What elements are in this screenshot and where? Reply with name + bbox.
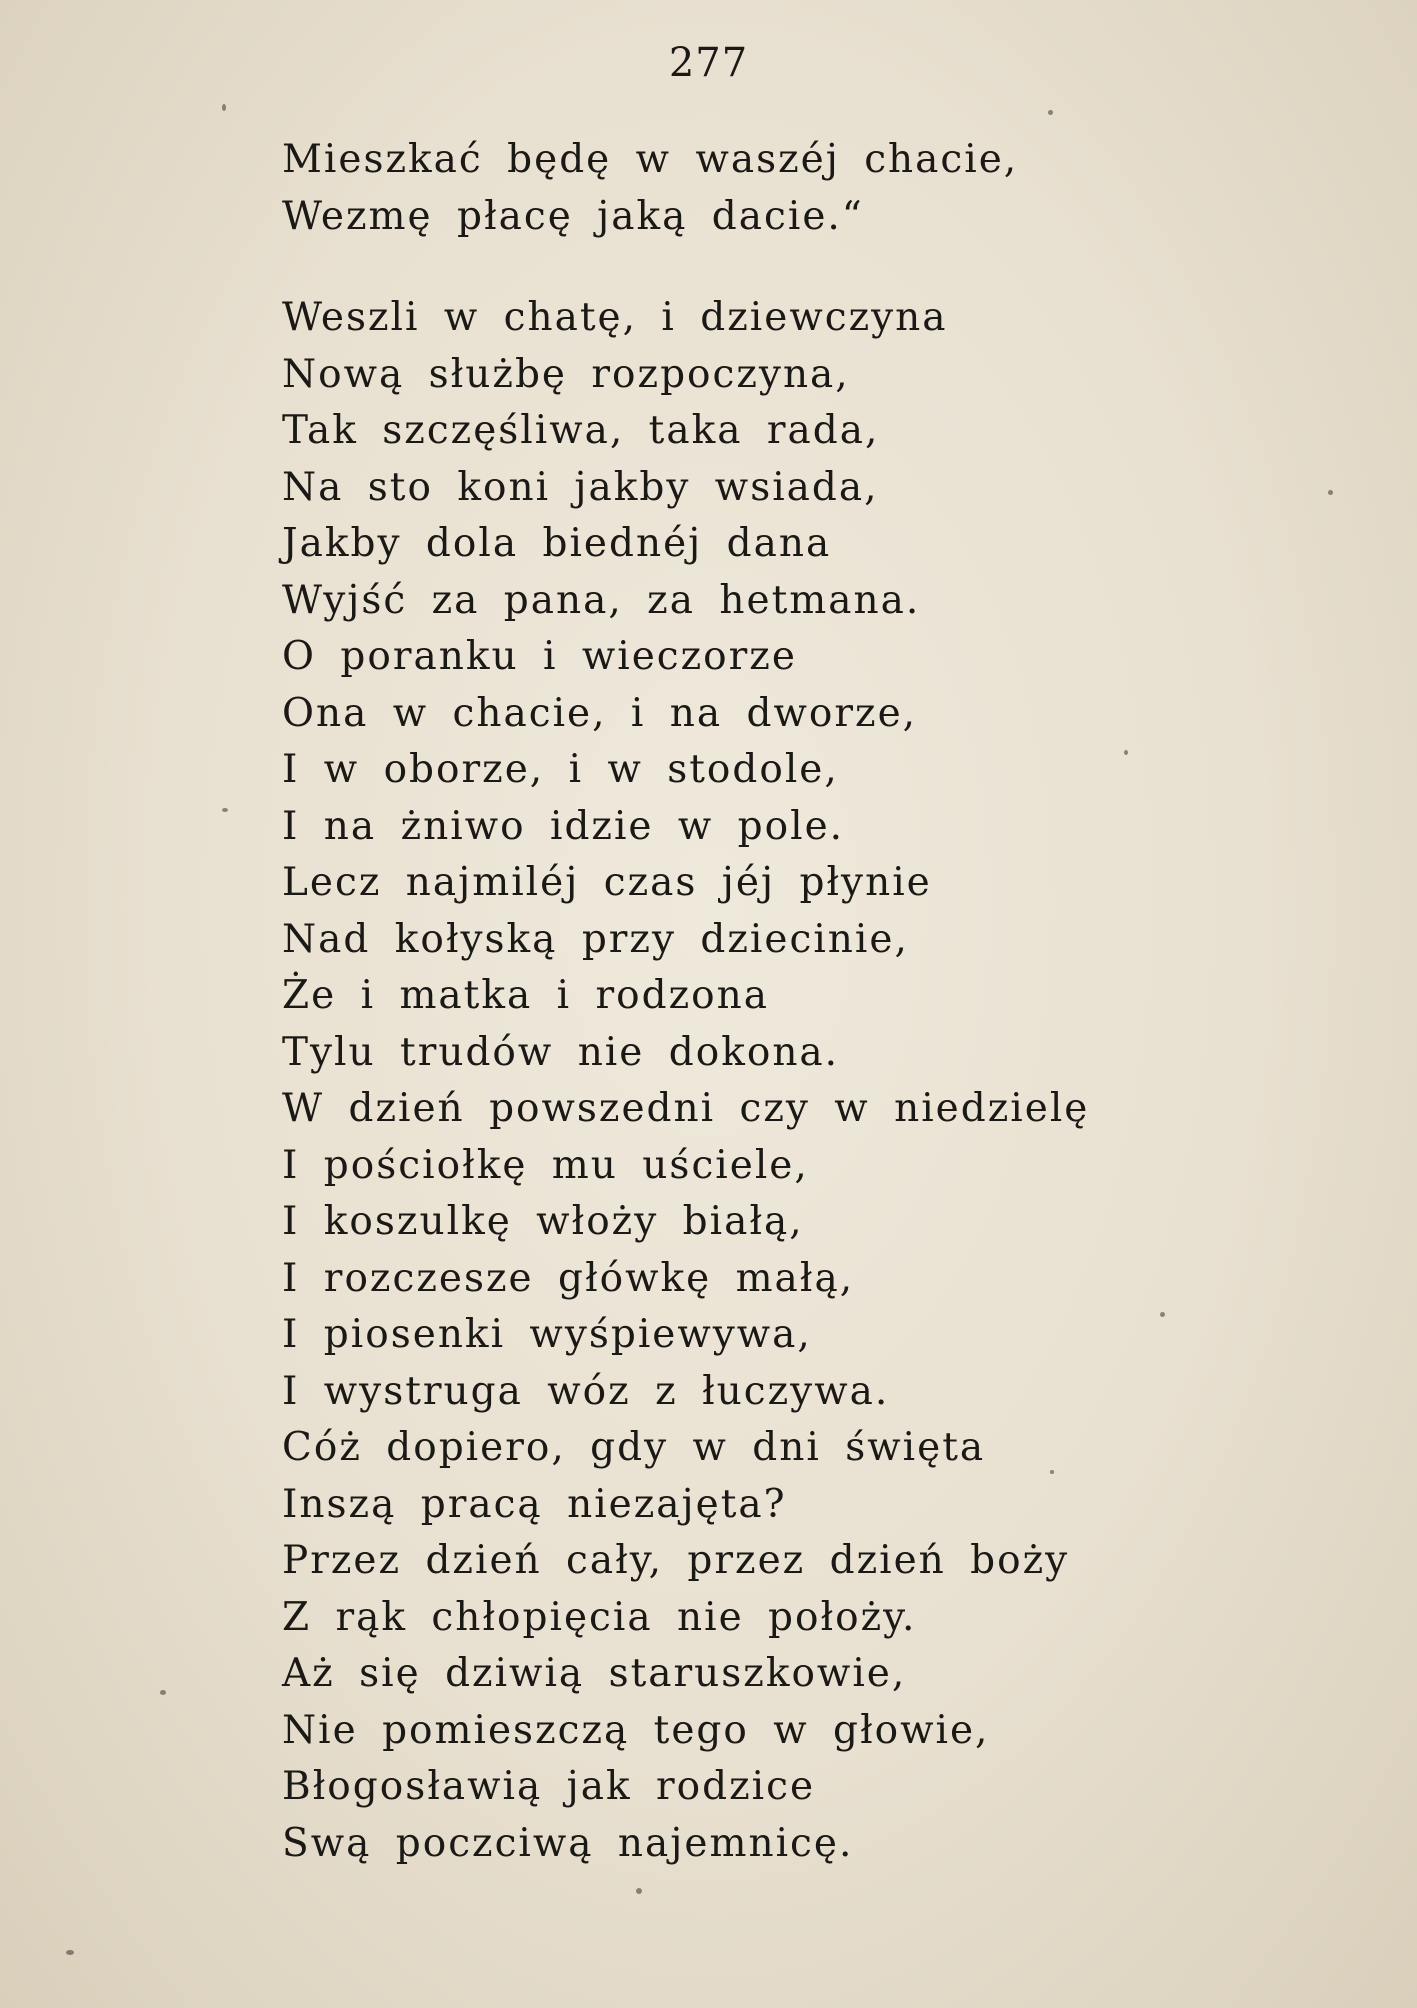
verse-line: Jakby dola biednéj dana bbox=[282, 521, 832, 566]
verse-line: I wystruga wóz z łuczywa. bbox=[282, 1368, 890, 1414]
verse-line: I piosenki wyśpiewywa, bbox=[282, 1312, 812, 1357]
verse-line: Wyjść za pana, za hetmana. bbox=[282, 577, 921, 623]
verse-line: I w oborze, i w stodole, bbox=[282, 747, 839, 792]
verse-line: Nową służbę rozpoczyna, bbox=[282, 351, 850, 397]
page-number: 277 bbox=[668, 40, 749, 86]
print-speck bbox=[222, 808, 228, 812]
stanza-1 bbox=[282, 132, 1018, 245]
verse-line: Z rąk chłopięcia nie położy. bbox=[282, 1594, 917, 1640]
stanza-2 bbox=[282, 290, 1089, 1872]
verse-line: I rozczesze główkę małą, bbox=[282, 1255, 855, 1301]
verse-line: Aż się dziwią staruszkowie, bbox=[282, 1651, 907, 1696]
verse-line: Cóż dopiero, gdy w dni święta bbox=[282, 1425, 986, 1470]
print-speck bbox=[222, 104, 226, 111]
print-speck bbox=[1160, 1312, 1165, 1317]
verse-line: Lecz najmiléj czas jéj płynie bbox=[282, 860, 932, 905]
verse-line: Na sto koni jakby wsiada, bbox=[282, 464, 879, 510]
print-speck bbox=[636, 1888, 642, 1894]
verse-line: Nad kołyską przy dziecinie, bbox=[282, 916, 909, 962]
print-speck bbox=[1328, 490, 1333, 495]
verse-line: Mieszkać będę w waszéj chacie, bbox=[282, 137, 1019, 182]
verse-line: O poranku i wieczorze bbox=[282, 634, 797, 679]
verse-line: Tylu trudów nie dokona. bbox=[282, 1029, 840, 1075]
print-speck bbox=[1048, 110, 1053, 115]
verse-line: I na żniwo idzie w pole. bbox=[282, 803, 845, 849]
print-speck bbox=[1050, 1470, 1054, 1474]
verse-line: Swą poczciwą najemnicę. bbox=[282, 1820, 854, 1866]
verse-line: Nie pomieszczą tego w głowie, bbox=[282, 1707, 990, 1753]
verse-line: Weszli w chatę, i dziewczyna bbox=[282, 295, 948, 340]
verse-line: Wezmę płacę jaką dacie.“ bbox=[282, 193, 864, 239]
print-speck bbox=[1124, 750, 1128, 755]
verse-line: I pościołkę mu uściele, bbox=[282, 1142, 809, 1188]
verse-line: Inszą pracą niezajęta? bbox=[282, 1481, 787, 1527]
print-speck bbox=[66, 1950, 74, 1955]
verse-line: Że i matka i rodzona bbox=[282, 973, 769, 1018]
verse-line: I koszulkę włoży białą, bbox=[282, 1199, 804, 1244]
verse-line: Ona w chacie, i na dworze, bbox=[282, 690, 918, 736]
verse-line: Błogosławią jak rodzice bbox=[282, 1764, 816, 1809]
verse-line: W dzień powszedni czy w niedzielę bbox=[282, 1086, 1090, 1131]
print-speck bbox=[160, 1690, 166, 1695]
verse-line: Tak szczęśliwa, taka rada, bbox=[282, 408, 880, 453]
verse-line: Przez dzień cały, przez dzień boży bbox=[282, 1538, 1070, 1583]
